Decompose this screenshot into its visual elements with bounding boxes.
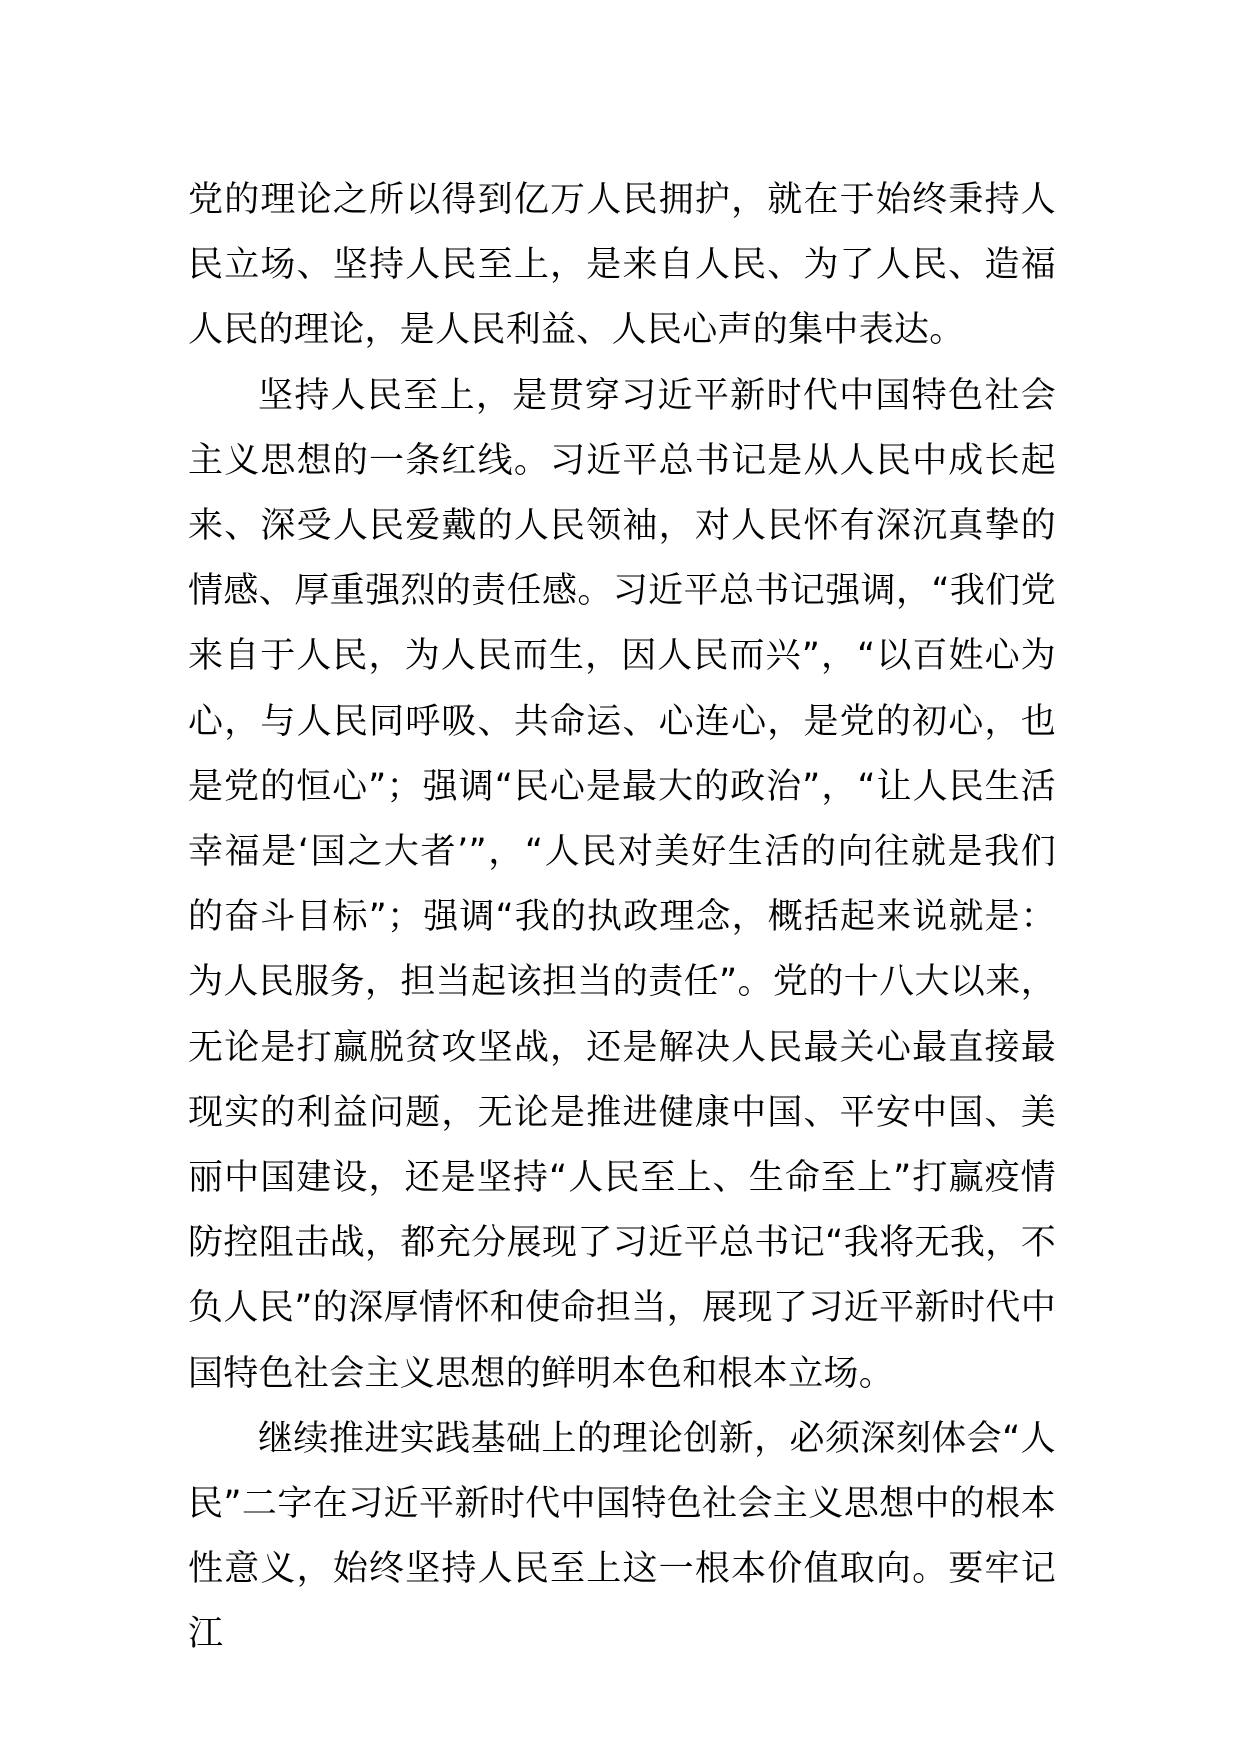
paragraph-continuation: 党的理论之所以得到亿万人民拥护，就在于始终秉持人民立场、坚持人民至上，是来自人民、为了人民、造福人民的理论，是人民利益、人民心声的集中表达。	[188, 180, 1056, 351]
paragraph-people-first: 坚持人民至上，是贯穿习近平新时代中国特色社会主义思想的一条红线。习近平总书记是从人民中成长起来、深受人民爱戴的人民领袖，对人民怀有深沉真挚的情感、厚重强烈的责任感。习近平总书记强调，“我们党来自于人民，为人民而生，因人民而兴”，“以百姓心为心，与人民同呼吸、共命运、心连心，是党的初心，也是党的恒心”；强调“民心是最大的政治”，“让人民生活幸福是‘国之大者’”，“人民对美好生活的向往就是我们的奋斗目标”；强调“我的执政理念，概括起来说就是：为人民服务，担当起该担当的责任”。党的十八大以来，无论是打赢脱贫攻坚战，还是解决人民最关心最直接最现实的利益问题，无论是推进健康中国、平安中国、美丽中国建设，还是坚持“人民至上、生命至上”打赢疫情防控阻击战，都充分展现了习近平总书记“我将无我，不负人民”的深厚情怀和使命担当，展现了习近平新时代中国特色社会主义思想的鲜明本色和根本立场。	[188, 375, 1056, 1394]
document-body	[188, 168, 1056, 1668]
paragraph-theory-innovation: 继续推进实践基础上的理论创新，必须深刻体会“人民”二字在习近平新时代中国特色社会主义思想中的根本性意义，始终坚持人民至上这一根本价值取向。要牢记江	[188, 1418, 1056, 1655]
